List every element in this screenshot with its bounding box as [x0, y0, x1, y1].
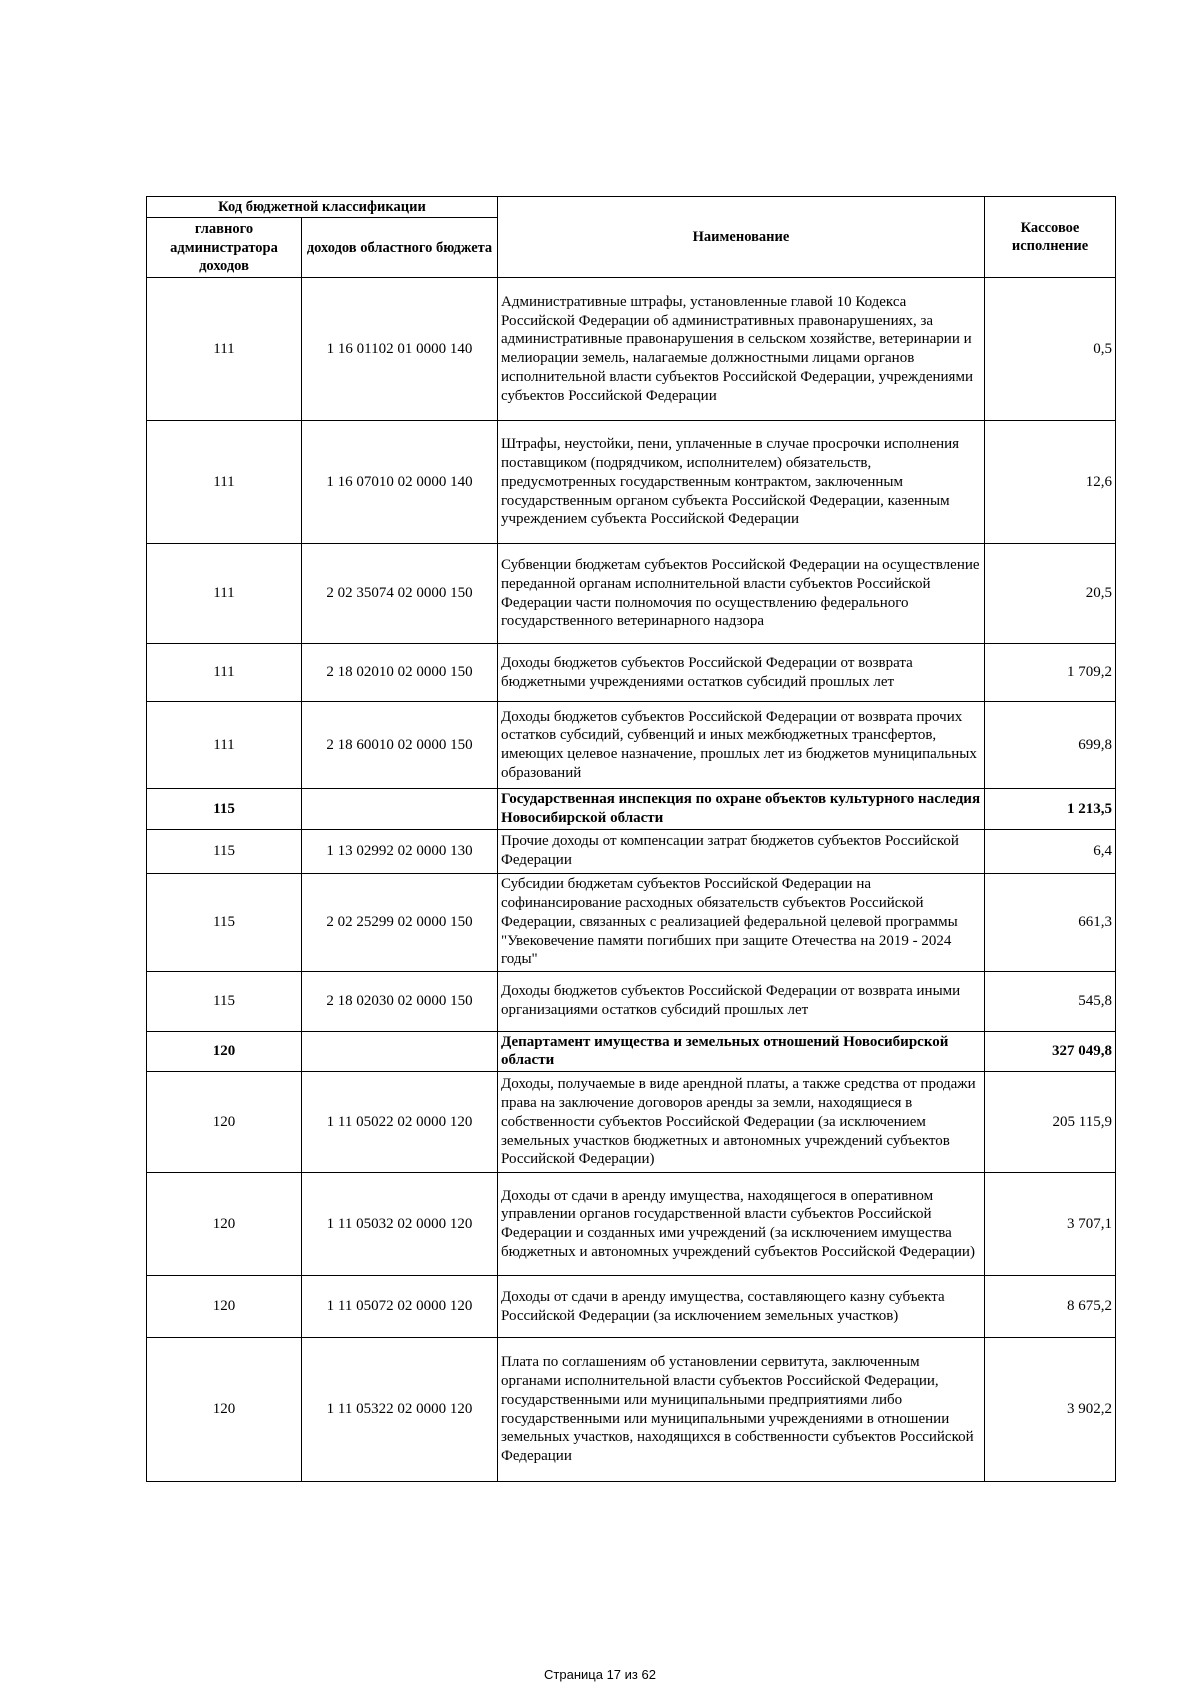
amount-cell: 3 902,2: [985, 1338, 1116, 1482]
name-cell: Департамент имущества и земельных отношений Новосибирской области: [498, 1031, 985, 1072]
table-row: [147, 789, 1116, 830]
name-cell: Доходы от сдачи в аренду имущества, составляющего казну субъекта Российской Федерации (за исключением земельных участков): [498, 1276, 985, 1338]
amount-cell: 12,6: [985, 421, 1116, 544]
amount-cell: 0,5: [985, 278, 1116, 421]
admin-code-cell: 115: [147, 789, 302, 830]
table-row: [147, 829, 1116, 873]
budget-code-cell: 1 13 02992 02 0000 130: [302, 829, 498, 873]
name-cell: Субвенции бюджетам субъектов Российской Федерации на осуществление переданной органам исполнительной власти субъектов Российской Федерации части полномочия по осуществлению федерального государственного ветеринарного надзора: [498, 544, 985, 644]
amount-cell: 1 709,2: [985, 644, 1116, 702]
header-amount: Кассовое исполнение: [985, 197, 1116, 278]
admin-code-cell: 111: [147, 421, 302, 544]
name-cell: Доходы бюджетов субъектов Российской Федерации от возврата бюджетными учреждениями остатков субсидий прошлых лет: [498, 644, 985, 702]
budget-code-cell: 1 16 01102 01 0000 140: [302, 278, 498, 421]
admin-code-cell: 111: [147, 702, 302, 789]
name-cell: Административные штрафы, установленные главой 10 Кодекса Российской Федерации об административных правонарушениях, за административные правонарушения в сельском хозяйстве, ветеринарии и мелиорации земель, налагаемые должностными лицами органов исполнительной власти субъектов Российской Федерации, учреждениями субъектов Российской Федерации: [498, 278, 985, 421]
amount-cell: 3 707,1: [985, 1173, 1116, 1276]
table-row: [147, 1031, 1116, 1072]
header-name: Наименование: [498, 197, 985, 278]
amount-cell: 699,8: [985, 702, 1116, 789]
budget-code-cell: 2 02 35074 02 0000 150: [302, 544, 498, 644]
amount-cell: 6,4: [985, 829, 1116, 873]
table-row: [147, 873, 1116, 971]
admin-code-cell: 120: [147, 1338, 302, 1482]
name-cell: Доходы, получаемые в виде арендной платы, а также средства от продажи права на заключение договоров аренды за земли, находящиеся в собственности субъектов Российской Федерации (за исключением земельных участков бюджетных и автономных учреждений субъектов Российской Федерации): [498, 1072, 985, 1173]
name-cell: Доходы от сдачи в аренду имущества, находящегося в оперативном управлении органов государственной власти субъектов Российской Федерации и созданных ими учреждений (за исключением имущества бюджетных и автономных учреждений субъектов Российской Федерации): [498, 1173, 985, 1276]
admin-code-cell: 120: [147, 1173, 302, 1276]
budget-code-cell: 1 11 05022 02 0000 120: [302, 1072, 498, 1173]
amount-cell: 8 675,2: [985, 1276, 1116, 1338]
table-row: [147, 1173, 1116, 1276]
amount-cell: 661,3: [985, 873, 1116, 971]
header-group-label: Код бюджетной классификации: [147, 197, 498, 218]
admin-code-cell: 111: [147, 644, 302, 702]
table-row: [147, 1072, 1116, 1173]
table-row: [147, 644, 1116, 702]
budget-code-cell: 2 18 02030 02 0000 150: [302, 971, 498, 1031]
name-cell: Штрафы, неустойки, пени, уплаченные в случае просрочки исполнения поставщиком (подрядчиком, исполнителем) обязательств, предусмотренных государственным контрактом, заключенным государственным органом субъекта Российской Федерации, казенным учреждением субъекта Российской Федерации: [498, 421, 985, 544]
table-row: [147, 421, 1116, 544]
amount-cell: 545,8: [985, 971, 1116, 1031]
admin-code-cell: 115: [147, 971, 302, 1031]
amount-cell: 327 049,8: [985, 1031, 1116, 1072]
amount-cell: 205 115,9: [985, 1072, 1116, 1173]
table-row: [147, 278, 1116, 421]
table-row: [147, 1276, 1116, 1338]
table-header: [147, 197, 1116, 278]
name-cell: Государственная инспекция по охране объектов культурного наследия Новосибирской области: [498, 789, 985, 830]
budget-code-cell: [302, 789, 498, 830]
table-row: [147, 971, 1116, 1031]
table-row: [147, 544, 1116, 644]
admin-code-cell: 111: [147, 278, 302, 421]
name-cell: Доходы бюджетов субъектов Российской Федерации от возврата прочих остатков субсидий, субвенций и иных межбюджетных трансфертов, имеющих целевое назначение, прошлых лет из бюджетов муниципальных образований: [498, 702, 985, 789]
admin-code-cell: 120: [147, 1276, 302, 1338]
header-code: доходов областного бюджета: [302, 218, 498, 278]
name-cell: Доходы бюджетов субъектов Российской Федерации от возврата иными организациями остатков субсидий прошлых лет: [498, 971, 985, 1031]
header-admin: главного администратора доходов: [147, 218, 302, 278]
budget-code-cell: 2 18 60010 02 0000 150: [302, 702, 498, 789]
page-number: Страница 17 из 62: [544, 1667, 656, 1682]
admin-code-cell: 115: [147, 829, 302, 873]
budget-code-cell: 1 11 05072 02 0000 120: [302, 1276, 498, 1338]
name-cell: Субсидии бюджетам субъектов Российской Федерации на софинансирование расходных обязательств субъектов Российской Федерации, связанных с реализацией федеральной целевой программы "Увековечение памяти погибших при защите Отечества на 2019 - 2024 годы": [498, 873, 985, 971]
table-body: [147, 278, 1116, 1482]
budget-table: [146, 196, 1116, 1482]
admin-code-cell: 115: [147, 873, 302, 971]
admin-code-cell: 120: [147, 1031, 302, 1072]
budget-code-cell: 1 11 05032 02 0000 120: [302, 1173, 498, 1276]
name-cell: Прочие доходы от компенсации затрат бюджетов субъектов Российской Федерации: [498, 829, 985, 873]
budget-code-cell: 1 16 07010 02 0000 140: [302, 421, 498, 544]
amount-cell: 1 213,5: [985, 789, 1116, 830]
admin-code-cell: 111: [147, 544, 302, 644]
budget-code-cell: 2 18 02010 02 0000 150: [302, 644, 498, 702]
admin-code-cell: 120: [147, 1072, 302, 1173]
name-cell: Плата по соглашениям об установлении сервитута, заключенным органами исполнительной власти субъектов Российской Федерации, государственными или муниципальными предприятиями либо государственными или муниципальными учреждениями в отношении земельных участков, находящихся в собственности субъектов Российской Федерации: [498, 1338, 985, 1482]
budget-code-cell: 2 02 25299 02 0000 150: [302, 873, 498, 971]
amount-cell: 20,5: [985, 544, 1116, 644]
table-row: [147, 1338, 1116, 1482]
budget-code-cell: 1 11 05322 02 0000 120: [302, 1338, 498, 1482]
budget-code-cell: [302, 1031, 498, 1072]
table-row: [147, 702, 1116, 789]
